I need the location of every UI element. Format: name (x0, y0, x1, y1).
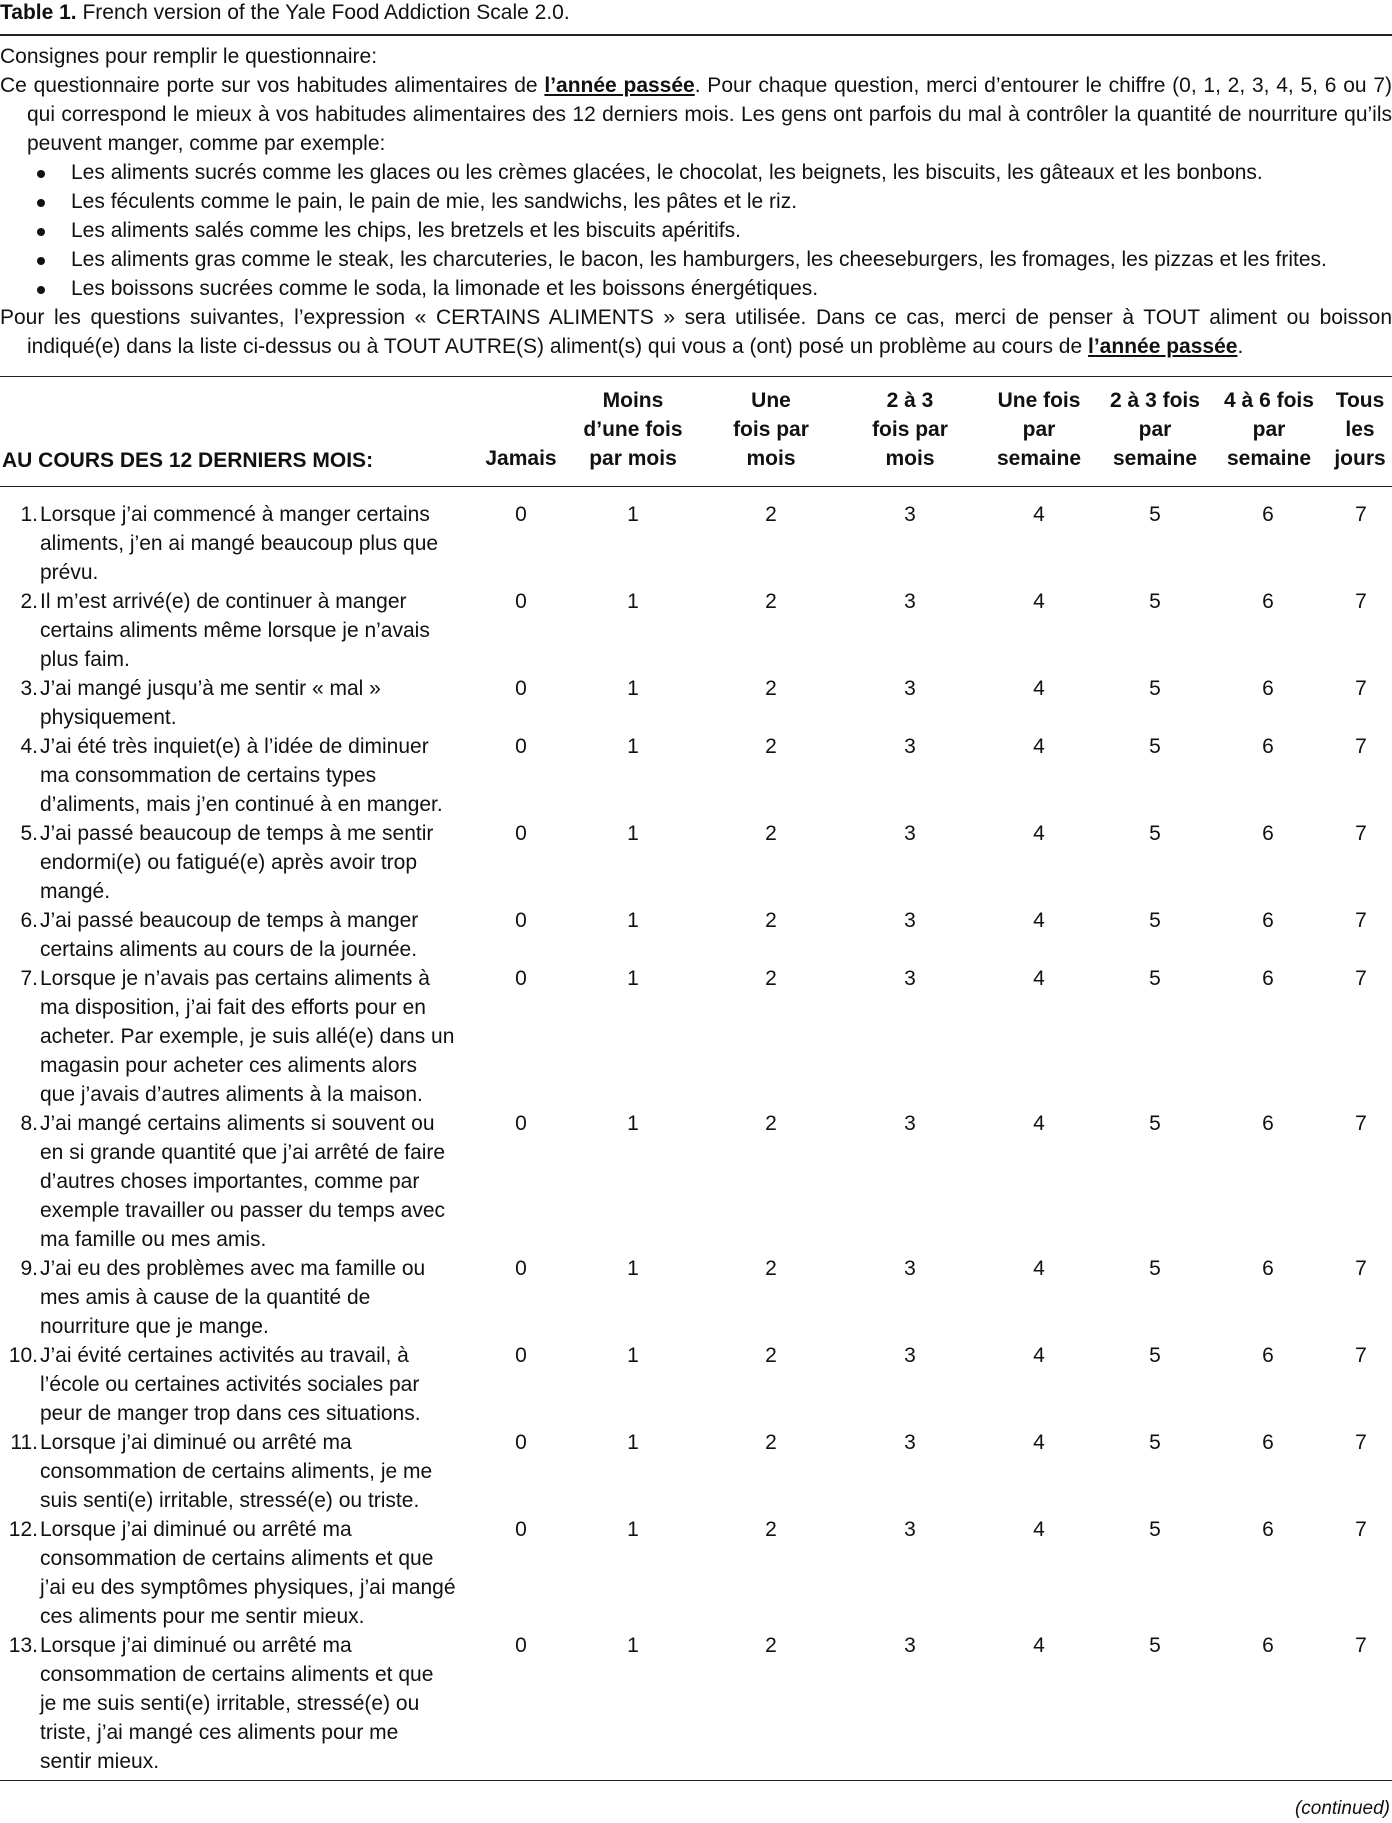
score-option-0[interactable]: 0 (515, 1112, 527, 1135)
score-option-6[interactable]: 6 (1262, 1344, 1274, 1367)
instructions-paragraph-1: Ce questionnaire porte sur vos habitudes alimentaires de l’année passée. Pour chaque question, merci d’entourer le chiffre (0, 1, 2, 3, 4, 5, 6 ou 7) qui correspond le mieux à vos habitudes alimentaires des 12 derniers mois. Les gens ont parfois du mal à contrôler la quantité de nourriture qu’ils peuvent manger, comme par exemple: (0, 74, 1392, 155)
question-row (0, 964, 1392, 1109)
question-text (38, 500, 468, 587)
score-option-0[interactable]: 0 (515, 1257, 527, 1280)
question-text-line: prévu. (40, 561, 99, 584)
score-option-4[interactable]: 4 (1033, 503, 1045, 526)
score-option-5[interactable]: 5 (1149, 1518, 1161, 1541)
score-option-7[interactable]: 7 (1355, 909, 1367, 932)
food-list-item: Les féculents comme le pain, le pain de mie, les sandwichs, les pâtes et le riz. (0, 187, 1392, 216)
question-text (38, 906, 468, 964)
score-option-1[interactable]: 1 (627, 1431, 639, 1454)
question-row (0, 1515, 1392, 1631)
score-option-1[interactable]: 1 (627, 503, 639, 526)
score-option-4[interactable]: 4 (1033, 822, 1045, 845)
column-header-jamais: Jamais (485, 447, 557, 470)
question-text-line: que j’avais d’autres aliments à la maison. (40, 1083, 423, 1106)
score-option-2[interactable]: 2 (765, 1257, 777, 1280)
question-number: 6. (20, 909, 38, 932)
score-option-2[interactable]: 2 (765, 503, 777, 526)
score-option-1[interactable]: 1 (627, 967, 639, 990)
question-text-cell (0, 1428, 468, 1515)
question-row (0, 1631, 1392, 1776)
score-option-7[interactable]: 7 (1355, 822, 1367, 845)
score-option-5[interactable]: 5 (1149, 1344, 1161, 1367)
score-option-0[interactable]: 0 (515, 1634, 527, 1657)
score-option-7[interactable]: 7 (1355, 503, 1367, 526)
table-title: French version of the Yale Food Addiction Scale 2.0. (82, 1, 570, 24)
score-option-5[interactable]: 5 (1149, 822, 1161, 845)
question-text (38, 1631, 468, 1776)
score-option-3[interactable]: 3 (904, 503, 916, 526)
score-option-5[interactable]: 5 (1149, 1634, 1161, 1657)
question-text-line: certains aliments au cours de la journée. (40, 938, 418, 961)
question-number: 2. (20, 590, 38, 613)
question-text-line: J’ai été très inquiet(e) à l’idée de diminuer (40, 735, 429, 758)
question-row (0, 732, 1392, 819)
score-option-6[interactable]: 6 (1262, 1634, 1274, 1657)
question-text (38, 587, 468, 674)
question-number: 5. (20, 822, 38, 845)
question-text-line: J’ai passé beaucoup de temps à me sentir (40, 822, 434, 845)
score-option-4[interactable]: 4 (1033, 1518, 1045, 1541)
question-text-cell (0, 674, 468, 732)
score-option-0[interactable]: 0 (515, 1518, 527, 1541)
score-option-7[interactable]: 7 (1355, 967, 1367, 990)
question-number: 1. (20, 503, 38, 526)
question-text-line: ces aliments pour me sentir mieux. (40, 1605, 365, 1628)
score-option-1[interactable]: 1 (627, 677, 639, 700)
score-option-2[interactable]: 2 (765, 909, 777, 932)
question-text-line: ma consommation de certains types (40, 764, 377, 787)
score-option-2[interactable]: 2 (765, 735, 777, 758)
score-option-2[interactable]: 2 (765, 677, 777, 700)
score-option-6[interactable]: 6 (1262, 1518, 1274, 1541)
score-option-5[interactable]: 5 (1149, 735, 1161, 758)
question-text-cell (0, 587, 468, 674)
score-option-4[interactable]: 4 (1033, 967, 1045, 990)
question-text-line: magasin pour acheter ces aliments alors (40, 1054, 418, 1077)
question-text-cell (0, 1631, 468, 1776)
question-text-line: Lorsque j’ai diminué ou arrêté ma (40, 1518, 352, 1541)
score-option-2[interactable]: 2 (765, 1518, 777, 1541)
question-text-line: en si grande quantité que j’ai arrêté de faire (40, 1141, 446, 1164)
score-option-6[interactable]: 6 (1262, 590, 1274, 613)
score-option-5[interactable]: 5 (1149, 909, 1161, 932)
score-option-0[interactable]: 0 (515, 909, 527, 932)
question-text-line: plus faim. (40, 648, 130, 671)
score-option-3[interactable]: 3 (904, 590, 916, 613)
score-option-3[interactable]: 3 (904, 967, 916, 990)
score-option-2[interactable]: 2 (765, 1634, 777, 1657)
column-header-2-a-3-fois-par-mois: 2 à 3 fois par mois (872, 389, 948, 470)
question-text-line: J’ai évité certaines activités au travail, à (40, 1344, 409, 1367)
question-row (0, 1341, 1392, 1428)
question-text-line: J’ai mangé jusqu’à me sentir « mal » (40, 677, 381, 700)
question-text (38, 819, 468, 906)
score-option-6[interactable]: 6 (1262, 1257, 1274, 1280)
question-text (38, 1254, 468, 1341)
question-text-line: J’ai passé beaucoup de temps à manger (40, 909, 419, 932)
score-option-7[interactable]: 7 (1355, 1112, 1367, 1135)
score-option-1[interactable]: 1 (627, 1518, 639, 1541)
score-option-3[interactable]: 3 (904, 1112, 916, 1135)
score-option-4[interactable]: 4 (1033, 735, 1045, 758)
question-text-line: j’ai eu des symptômes physiques, j’ai mangé (40, 1576, 456, 1599)
question-text-line: d’autres choses importantes, comme par (40, 1170, 420, 1193)
score-option-1[interactable]: 1 (627, 822, 639, 845)
table-caption (0, 0, 1392, 27)
score-option-0[interactable]: 0 (515, 1344, 527, 1367)
question-text-line: nourriture que je mange. (40, 1315, 269, 1338)
score-option-4[interactable]: 4 (1033, 909, 1045, 932)
question-text-cell (0, 1515, 468, 1631)
column-header-une-fois-par-semaine: Une fois par semaine (996, 389, 1082, 470)
score-option-2[interactable]: 2 (765, 1431, 777, 1454)
score-option-1[interactable]: 1 (627, 1344, 639, 1367)
score-option-1[interactable]: 1 (627, 909, 639, 932)
question-number: 7. (20, 967, 38, 990)
question-text-line: physiquement. (40, 706, 177, 729)
score-option-6[interactable]: 6 (1262, 1112, 1274, 1135)
table-bottom-rule (0, 1780, 1392, 1781)
score-option-2[interactable]: 2 (765, 822, 777, 845)
question-text-cell (0, 500, 468, 587)
question-text (38, 1109, 468, 1254)
score-option-1[interactable]: 1 (627, 1257, 639, 1280)
score-option-7[interactable]: 7 (1355, 1344, 1367, 1367)
score-option-5[interactable]: 5 (1149, 1431, 1161, 1454)
question-text-line: je me suis senti(e) irritable, stressé(e) ou (40, 1692, 420, 1715)
question-text (38, 732, 468, 819)
food-list-item: Les aliments salés comme les chips, les bretzels et les biscuits apéritifs. (0, 216, 1392, 245)
food-list-item: Les aliments sucrés comme les glaces ou les crèmes glacées, le chocolat, les beignets, les biscuits, les gâteaux et les bonbons. (0, 158, 1392, 187)
score-option-6[interactable]: 6 (1262, 735, 1274, 758)
table-header (0, 386, 1392, 476)
score-option-4[interactable]: 4 (1033, 1257, 1045, 1280)
question-text (38, 1515, 468, 1631)
score-option-0[interactable]: 0 (515, 735, 527, 758)
score-option-5[interactable]: 5 (1149, 1112, 1161, 1135)
question-text-cell (0, 964, 468, 1109)
question-text-line: exemple travailler ou passer du temps avec (40, 1199, 446, 1222)
instructions-heading: Consignes pour remplir le questionnaire: (0, 45, 378, 68)
question-text-line: d’aliments, mais j’en continué à en manger. (40, 793, 443, 816)
score-option-1[interactable]: 1 (627, 1112, 639, 1135)
score-option-3[interactable]: 3 (904, 1257, 916, 1280)
score-option-3[interactable]: 3 (904, 1518, 916, 1541)
emphasis-annee-passee: l’année passée (1088, 335, 1238, 358)
score-option-0[interactable]: 0 (515, 967, 527, 990)
continued-note: (continued) (1294, 1798, 1390, 1819)
question-text-line: consommation de certains aliments et que (40, 1547, 434, 1570)
question-rows (0, 500, 1392, 1776)
question-number: 13. (8, 1634, 38, 1657)
question-text-cell (0, 1254, 468, 1341)
score-option-4[interactable]: 4 (1033, 1634, 1045, 1657)
score-option-3[interactable]: 3 (904, 822, 916, 845)
question-text-line: sentir mieux. (40, 1750, 160, 1773)
column-header-tous-les-jours: Tous les jours (1334, 389, 1386, 470)
score-option-4[interactable]: 4 (1033, 1431, 1045, 1454)
score-option-7[interactable]: 7 (1355, 677, 1367, 700)
score-option-5[interactable]: 5 (1149, 590, 1161, 613)
score-option-4[interactable]: 4 (1033, 677, 1045, 700)
period-header: AU COURS DES 12 DERNIERS MOIS: (2, 449, 374, 472)
score-option-7[interactable]: 7 (1355, 1634, 1367, 1657)
score-option-2[interactable]: 2 (765, 1112, 777, 1135)
question-text-line: J’ai eu des problèmes avec ma famille ou (40, 1257, 426, 1280)
score-option-6[interactable]: 6 (1262, 822, 1274, 845)
question-row (0, 674, 1392, 732)
question-text-line: Lorsque je n’avais pas certains aliments à (40, 967, 430, 990)
question-text (38, 674, 468, 732)
score-option-7[interactable]: 7 (1355, 1518, 1367, 1541)
score-option-0[interactable]: 0 (515, 1431, 527, 1454)
question-text (38, 1341, 468, 1428)
question-number: 11. (10, 1431, 38, 1454)
column-header-2-a-3-fois-par-semaine: 2 à 3 fois par semaine (1110, 389, 1200, 470)
score-option-0[interactable]: 0 (515, 677, 527, 700)
question-row (0, 819, 1392, 906)
question-text-line: certains aliments même lorsque je n’avais (40, 619, 430, 642)
question-text-line: aliments, j’en ai mangé beaucoup plus que (40, 532, 439, 555)
header-bottom-rule (0, 486, 1392, 487)
question-text-line: Lorsque j’ai diminué ou arrêté ma (40, 1634, 352, 1657)
score-option-2[interactable]: 2 (765, 1344, 777, 1367)
column-header-moins-une-fois-par-mois: Moins d’une fois par mois (583, 389, 683, 470)
food-list-item: Les boissons sucrées comme le soda, la limonade et les boissons énergétiques. (0, 274, 1392, 303)
question-text-line: acheter. Par exemple, je suis allé(e) dans un (40, 1025, 455, 1048)
header-top-rule (0, 376, 1392, 377)
score-option-1[interactable]: 1 (627, 735, 639, 758)
score-option-7[interactable]: 7 (1355, 590, 1367, 613)
score-option-3[interactable]: 3 (904, 735, 916, 758)
score-option-1[interactable]: 1 (627, 590, 639, 613)
score-option-6[interactable]: 6 (1262, 677, 1274, 700)
question-number: 12. (8, 1518, 38, 1541)
score-option-5[interactable]: 5 (1149, 1257, 1161, 1280)
score-option-3[interactable]: 3 (904, 677, 916, 700)
question-text-line: consommation de certains aliments et que (40, 1663, 434, 1686)
question-number: 4. (20, 735, 38, 758)
question-text-line: mangé. (40, 880, 111, 903)
score-option-7[interactable]: 7 (1355, 735, 1367, 758)
score-option-4[interactable]: 4 (1033, 590, 1045, 613)
score-option-4[interactable]: 4 (1033, 1344, 1045, 1367)
question-text-line: suis senti(e) irritable, stressé(e) ou triste. (40, 1489, 420, 1512)
score-option-2[interactable]: 2 (765, 590, 777, 613)
question-row (0, 1109, 1392, 1254)
score-option-5[interactable]: 5 (1149, 967, 1161, 990)
question-row (0, 1428, 1392, 1515)
question-number: 3. (20, 677, 38, 700)
question-text-line: Lorsque j’ai diminué ou arrêté ma (40, 1431, 352, 1454)
score-option-7[interactable]: 7 (1355, 1431, 1367, 1454)
score-option-6[interactable]: 6 (1262, 503, 1274, 526)
question-row (0, 500, 1392, 587)
question-text-line: J’ai mangé certains aliments si souvent ou (40, 1112, 435, 1135)
question-number: 9. (20, 1257, 38, 1280)
question-row (0, 587, 1392, 674)
question-text-line: ma disposition, j’ai fait des efforts pour en (40, 996, 426, 1019)
score-option-7[interactable]: 7 (1355, 1257, 1367, 1280)
score-option-3[interactable]: 3 (904, 909, 916, 932)
question-number: 10. (8, 1344, 38, 1367)
top-rule (0, 34, 1392, 36)
question-text-line: Il m’est arrivé(e) de continuer à manger (40, 590, 407, 613)
question-text-line: peur de manger trop dans ces situations. (40, 1402, 421, 1425)
instructions-paragraph-2: Pour les questions suivantes, l’expression « CERTAINS ALIMENTS » sera utilisée. Dans ce cas, merci de penser à TOUT aliment ou boisson indiqué(e) dans la liste ci-dessus ou à TOUT AUTRE(S) aliment(s) qui vous a (ont) posé un problème au cours de l’année passée. (0, 306, 1392, 358)
score-option-6[interactable]: 6 (1262, 967, 1274, 990)
question-text-line: endormi(e) ou fatigué(e) après avoir trop (40, 851, 418, 874)
question-text-line: Lorsque j’ai commencé à manger certains (40, 503, 430, 526)
score-option-5[interactable]: 5 (1149, 503, 1161, 526)
question-row (0, 906, 1392, 964)
score-option-1[interactable]: 1 (627, 1634, 639, 1657)
score-option-2[interactable]: 2 (765, 967, 777, 990)
score-option-3[interactable]: 3 (904, 1634, 916, 1657)
score-option-6[interactable]: 6 (1262, 1431, 1274, 1454)
food-list (0, 158, 1392, 303)
column-header-4-a-6-fois-par-semaine: 4 à 6 fois par semaine (1224, 389, 1314, 470)
question-text-line: mes amis à cause de la quantité de (40, 1286, 371, 1309)
score-option-3[interactable]: 3 (904, 1344, 916, 1367)
instructions (0, 42, 1392, 361)
question-number: 8. (20, 1112, 38, 1135)
table-label: Table 1. (0, 1, 77, 24)
question-text-line: ma famille ou mes amis. (40, 1228, 267, 1251)
score-option-0[interactable]: 0 (515, 590, 527, 613)
question-text (38, 964, 468, 1109)
score-option-4[interactable]: 4 (1033, 1112, 1045, 1135)
question-row (0, 1254, 1392, 1341)
question-text-cell (0, 1341, 468, 1428)
food-list-item: Les aliments gras comme le steak, les charcuteries, le bacon, les hamburgers, les cheeseburgers, les fromages, les pizzas et les frites. (0, 245, 1392, 274)
question-text-line: triste, j’ai mangé ces aliments pour me (40, 1721, 399, 1744)
question-text-cell (0, 1109, 468, 1254)
score-option-6[interactable]: 6 (1262, 909, 1274, 932)
score-option-0[interactable]: 0 (515, 822, 527, 845)
score-option-5[interactable]: 5 (1149, 677, 1161, 700)
question-text-line: consommation de certains aliments, je me (40, 1460, 433, 1483)
question-text-cell (0, 732, 468, 819)
question-text-line: l’école ou certaines activités sociales par (40, 1373, 420, 1396)
score-option-3[interactable]: 3 (904, 1431, 916, 1454)
column-header-une-fois-par-mois: Une fois par mois (733, 389, 809, 470)
question-text-cell (0, 906, 468, 964)
question-text (38, 1428, 468, 1515)
emphasis-annee-passee: l’année passée (544, 74, 695, 97)
score-option-0[interactable]: 0 (515, 503, 527, 526)
question-text-cell (0, 819, 468, 906)
